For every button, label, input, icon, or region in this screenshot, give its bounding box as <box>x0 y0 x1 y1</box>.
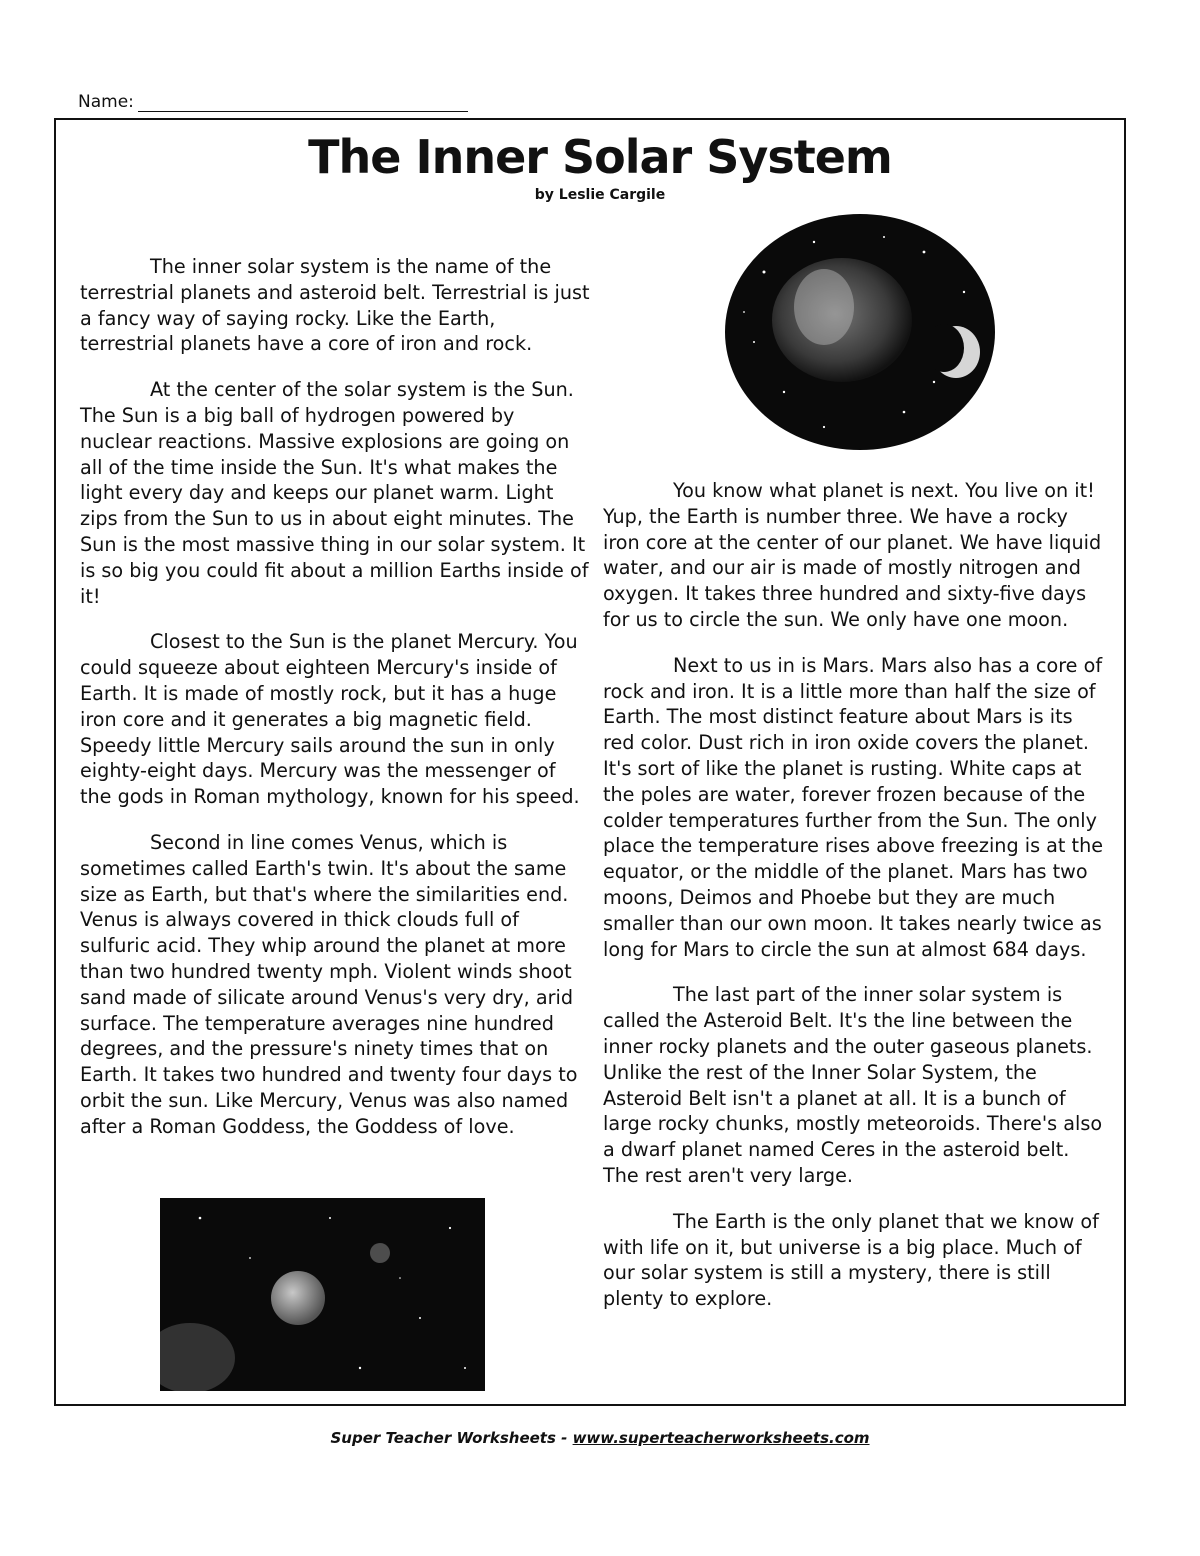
author-byline: by Leslie Cargile <box>534 187 666 203</box>
footer-website-link[interactable]: www.superteacherworksheets.com <box>572 1429 870 1447</box>
moon-shadow <box>924 324 964 372</box>
paragraph: You know what planet is next. You live on it! Yup, the Earth is number three. We have a rocky iron core at the center of our planet. We have liquid water, and our air is made of mostly nitrogen and oxygen. It takes three hundred and sixty-five days for us to circle the sun. We only have one moon. <box>603 479 1102 631</box>
earth-continent <box>794 269 854 345</box>
left-column <box>80 254 590 1160</box>
venus-planet <box>271 1271 325 1325</box>
earth-moon-illustration <box>724 212 996 452</box>
paragraph: The Earth is the only planet that we know of with life on it, but universe is a big place. Much of our solar system is still a mystery, there is still plenty to explore. <box>603 1209 1099 1311</box>
paragraph: At the center of the solar system is the Sun. The Sun is a big ball of hydrogen powered by nuclear reactions. Massive explosions are going on all of the time inside the Sun. It's what makes the light every day and keeps our planet warm. Light zips from the Sun to us in about eight minutes. The Sun is the most massive thing in our solar system. It is so big you could fit about a million Earths inside of it! <box>80 378 589 608</box>
name-blank-line <box>138 95 468 112</box>
paragraph: Next to us in is Mars. Mars also has a core of rock and iron. It is a little more than half the size of Earth. The most distinct feature about Mars is its red color. Dust rich in iron oxide covers the planet. It's sort of like the planet is rusting. White caps at the poles are water, forever frozen because of the colder temperatures further from the Sun. The only place the temperature rises above freezing is at the equator, or the middle of the planet. Mars has two moons, Deimos and Phoebe but they are much smaller than our own moon. It takes nearly twice as long for Mars to circle the sun at almost 684 days. <box>603 653 1104 961</box>
paragraph: Second in line comes Venus, which is sometimes called Earth's twin. It's about the same size as Earth, but that's where the similarities end. Venus is always covered in thick clouds full of sulfuric acid. They whip around the planet at more than two hundred twenty mph. Violent winds shoot sand made of silicate around Venus's very dry, arid surface. The temperature averages nine hundred degrees, and the pressure's ninety times that on Earth. It takes two hundred and twenty four days to orbit the sun. Like Mercury, Venus was also named after a Roman Goddess, the Goddess of love. <box>80 830 578 1138</box>
name-field <box>78 92 468 112</box>
name-label: Name: <box>78 92 134 112</box>
footer-credit <box>0 1429 1200 1447</box>
venus-illustration <box>160 1198 485 1391</box>
distant-planet <box>370 1243 390 1263</box>
paragraph: Closest to the Sun is the planet Mercury. You could squeeze about eighteen Mercury's inside of Earth. It is made of mostly rock, but it has a huge iron core and it generates a big magnetic field. Speedy little Mercury sails around the sun in only eighty-eight days. Mercury was the messenger of the gods in Roman mythology, known for his speed. <box>80 630 580 809</box>
paragraph: The inner solar system is the name of the terrestrial planets and asteroid belt. Terrestrial is just a fancy way of saying rocky. Like the Earth, terrestrial planets have a core of iron and rock. <box>80 255 590 356</box>
paragraph: The last part of the inner solar system is called the Asteroid Belt. It's the line between the inner rocky planets and the outer gaseous planets. Unlike the rest of the Inner Solar System, the Asteroid Belt isn't a planet at all. It is a bunch of large rocky chunks, mostly meteoroids. There's also a dwarf planet named Ceres in the asteroid belt. The rest aren't very large. <box>603 983 1103 1187</box>
page-title: The Inner Solar System <box>308 130 892 184</box>
right-column <box>603 478 1108 1332</box>
footer-brand: Super Teacher Worksheets - <box>330 1429 573 1447</box>
